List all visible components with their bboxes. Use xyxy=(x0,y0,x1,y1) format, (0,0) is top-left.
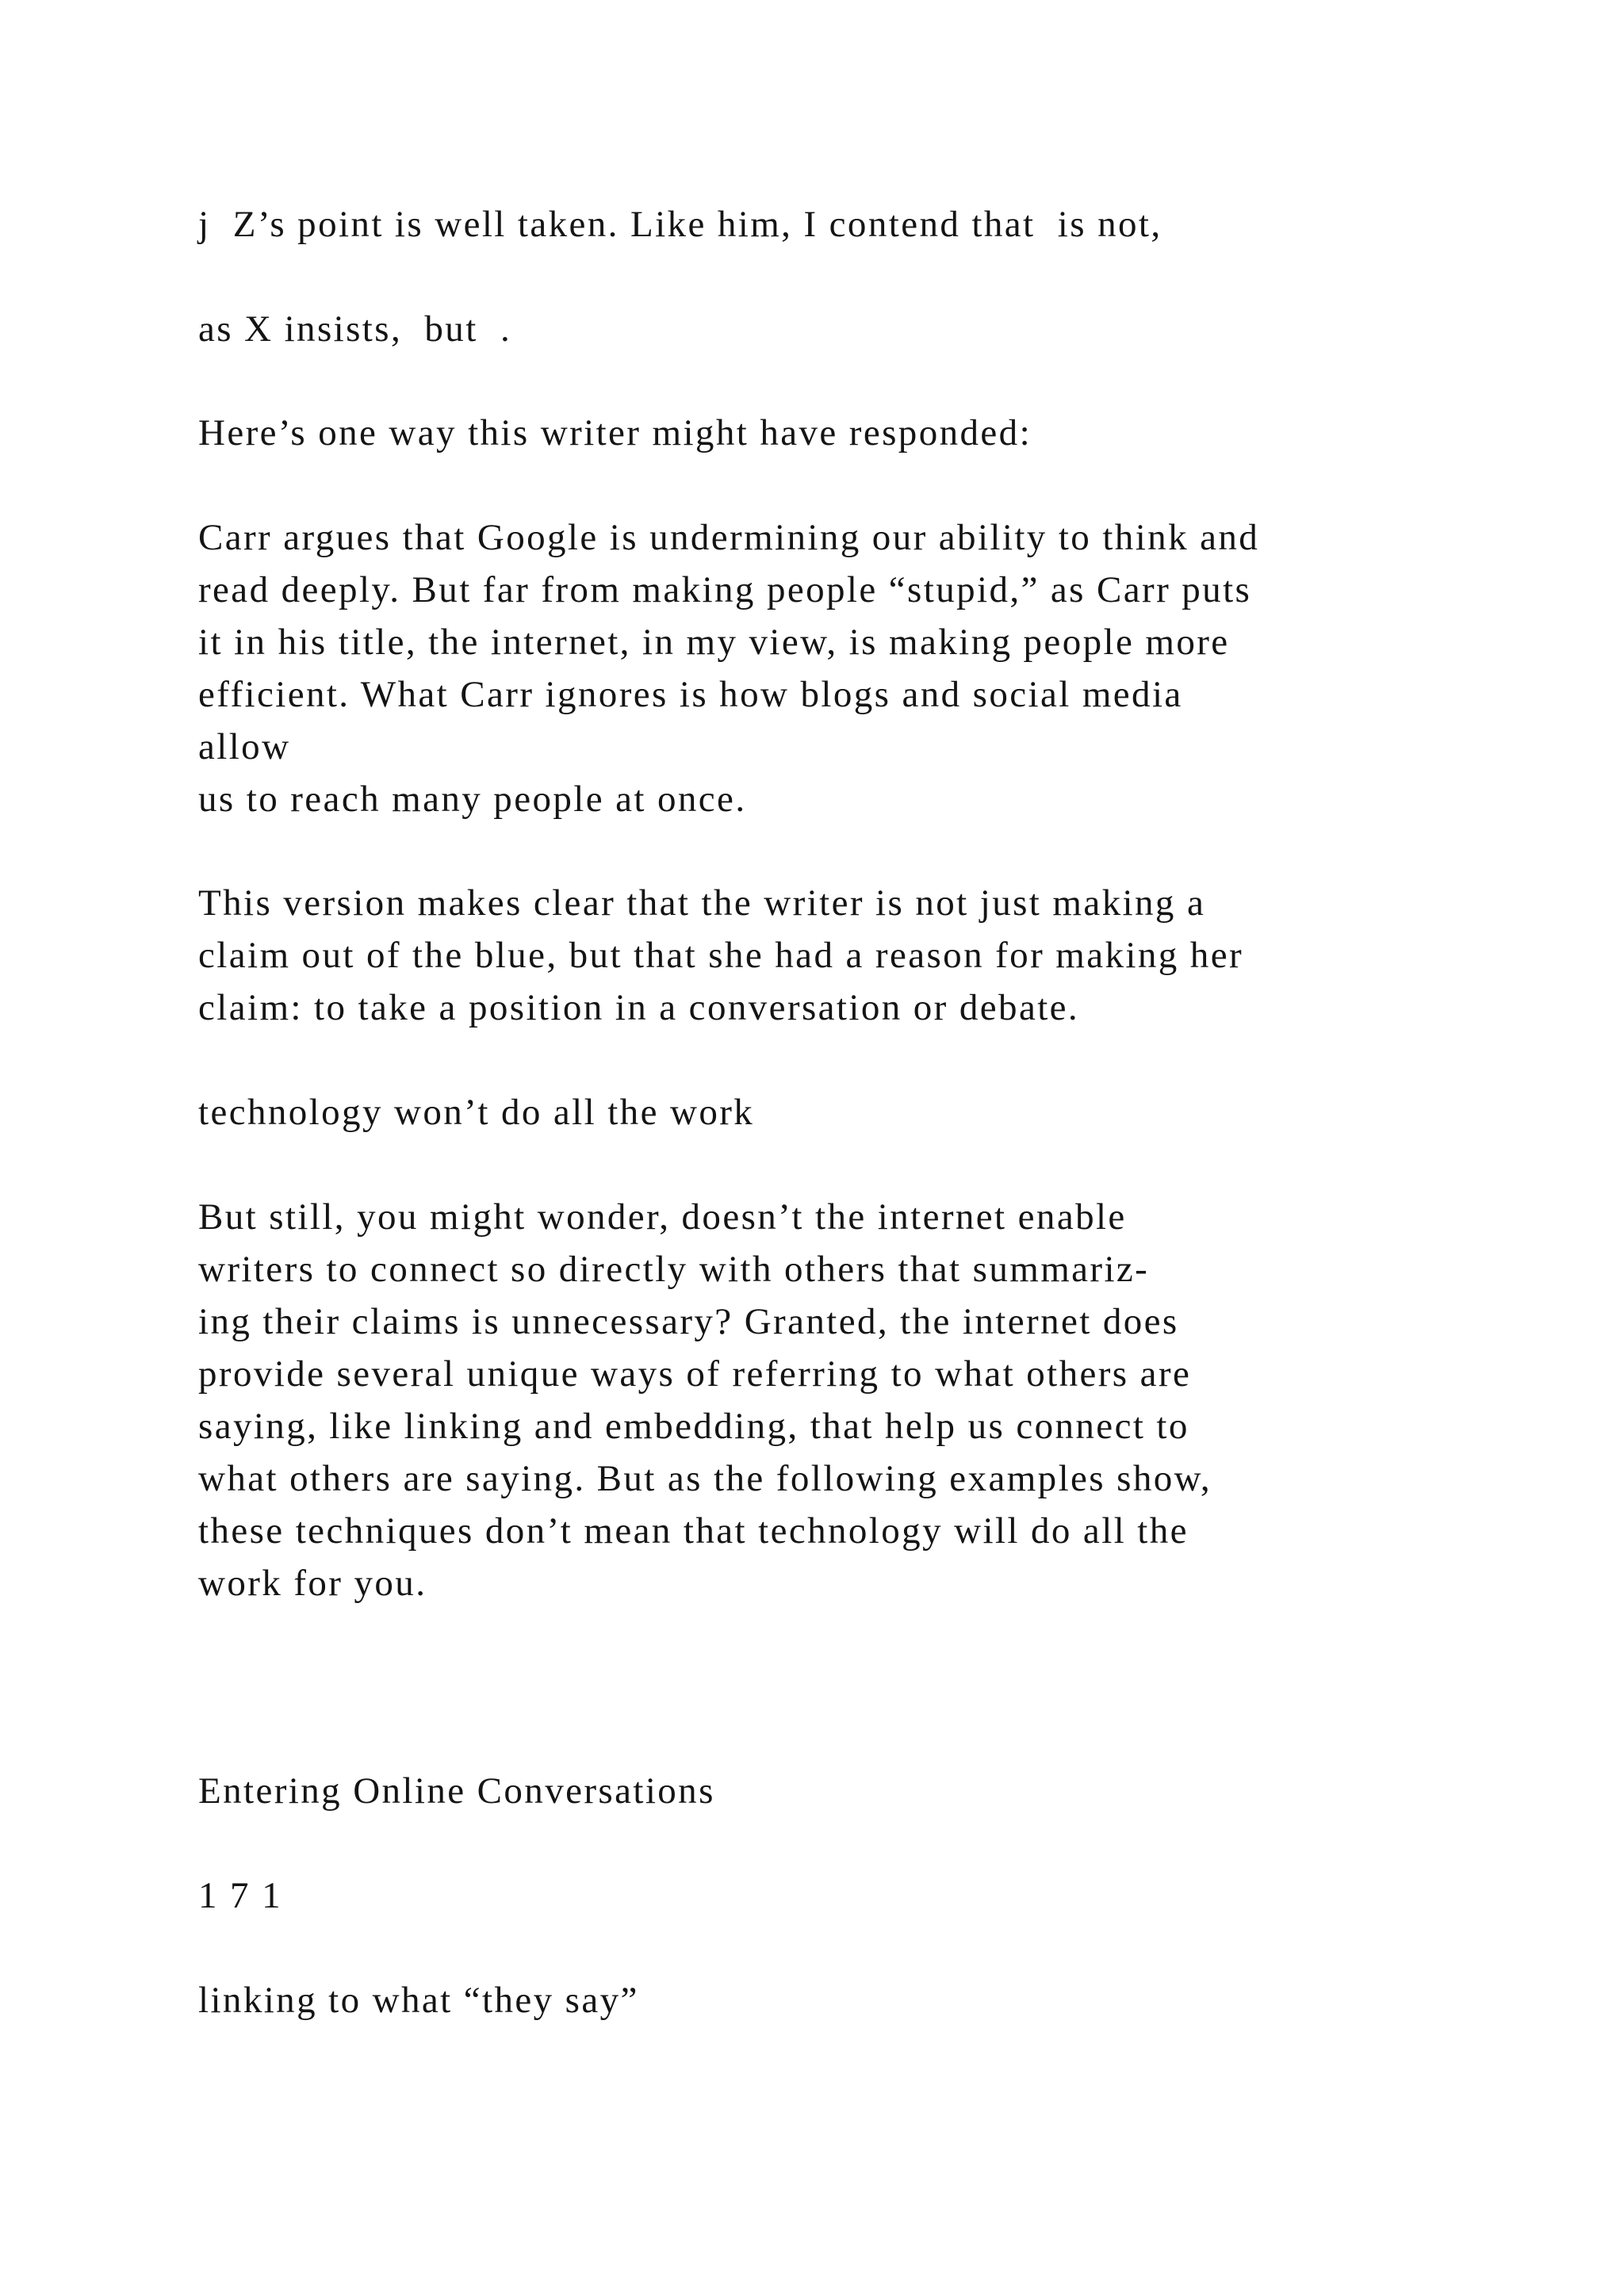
body-paragraph-line: what others are saying. But as the following examples show, xyxy=(198,1458,1212,1499)
body-paragraph-line: work for you. xyxy=(198,1563,427,1604)
body-paragraph-line: writers to connect so directly with others that summariz- xyxy=(198,1249,1150,1290)
body-paragraph-line: But still, you might wonder, doesn’t the internet enable xyxy=(198,1196,1127,1238)
body-paragraph-line: ing their claims is unnecessary? Granted, the internet does xyxy=(198,1301,1179,1342)
subheading: linking to what “they say” xyxy=(198,1980,639,2021)
explanation-paragraph-line: claim out of the blue, but that she had a reason for making her xyxy=(198,935,1244,976)
running-header: Entering Online Conversations xyxy=(198,1770,715,1812)
explanation-paragraph-line: claim: to take a position in a conversation or debate. xyxy=(198,987,1080,1028)
example-paragraph-line: Carr argues that Google is undermining our ability to think and xyxy=(198,517,1260,558)
body-paragraph-line: provide several unique ways of referring to what others are xyxy=(198,1353,1192,1395)
example-paragraph-line: it in his title, the internet, in my view, is making people more xyxy=(198,622,1230,663)
template-sentence-line-1: j Z’s point is well taken. Like him, I contend that is not, xyxy=(198,204,1162,245)
page-number: 1 7 1 xyxy=(198,1875,282,1916)
response-intro: Here’s one way this writer might have responded: xyxy=(198,412,1032,453)
example-paragraph-line: us to reach many people at once. xyxy=(198,779,747,820)
example-paragraph-line: allow xyxy=(198,726,291,767)
body-paragraph-line: these techniques don’t mean that technology will do all the xyxy=(198,1510,1189,1552)
section-heading: technology won’t do all the work xyxy=(198,1092,755,1133)
body-paragraph-line: saying, like linking and embedding, that help us connect to xyxy=(198,1406,1189,1447)
explanation-paragraph-line: This version makes clear that the writer is not just making a xyxy=(198,882,1206,924)
example-paragraph-line: read deeply. But far from making people “stupid,” as Carr puts xyxy=(198,569,1252,610)
template-sentence-line-2: as X insists, but . xyxy=(198,308,512,350)
example-paragraph-line: efficient. What Carr ignores is how blogs and social media xyxy=(198,674,1183,715)
